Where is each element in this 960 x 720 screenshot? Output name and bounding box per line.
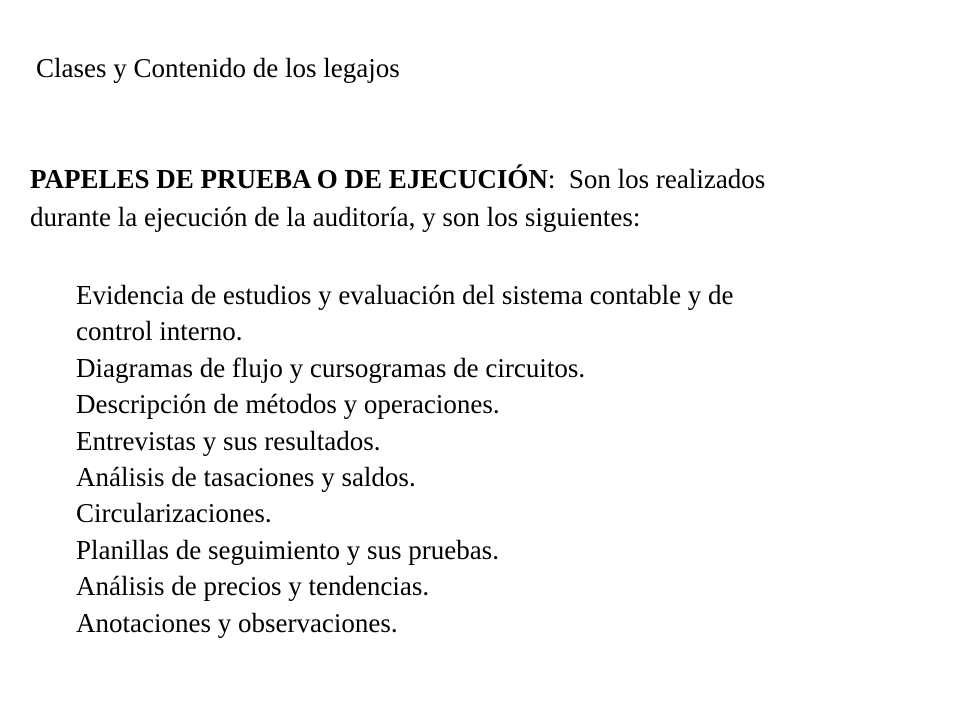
- list-item: Entrevistas y sus resultados.: [76, 425, 381, 456]
- intro-line-1: [30, 160, 930, 198]
- section-heading: PAPELES DE PRUEBA O DE EJECUCIÓN: [30, 164, 548, 194]
- list-item: control interno.: [76, 316, 243, 347]
- items-list: [76, 277, 936, 641]
- list-item: Evidencia de estudios y evaluación del sistema contable y de: [76, 280, 734, 310]
- slide-title: Clases y Contenido de los legajos: [36, 53, 400, 83]
- list-item: Anotaciones y observaciones.: [76, 607, 398, 638]
- list-item: Descripción de métodos y operaciones.: [76, 389, 500, 420]
- intro-text-line-2: durante la ejecución de la auditoría, y son los siguientes:: [30, 202, 641, 232]
- list-item: Planillas de seguimiento y sus pruebas.: [76, 534, 499, 565]
- list-item: Diagramas de flujo y cursogramas de circuitos.: [76, 352, 586, 383]
- list-item: Análisis de tasaciones y saldos.: [76, 462, 416, 493]
- heading-colon: :: [547, 164, 556, 194]
- intro-paragraph: [30, 160, 930, 236]
- list-item: Análisis de precios y tendencias.: [76, 571, 430, 602]
- intro-text-line-1: Son los realizados: [568, 164, 766, 194]
- list-item: Circularizaciones.: [76, 498, 272, 529]
